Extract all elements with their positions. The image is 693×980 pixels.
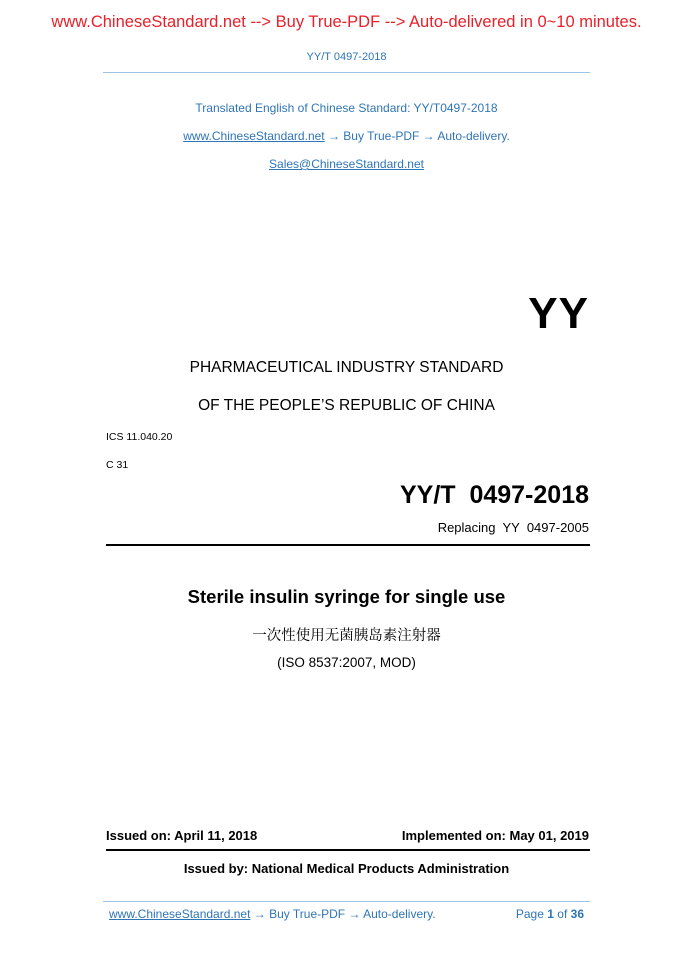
organization-line-2: OF THE PEOPLE’S REPUBLIC OF CHINA [198,397,495,414]
organization-line-1: PHARMACEUTICAL INDUSTRY STANDARD [189,359,504,376]
header-divider [103,72,590,73]
implemented-on-date: Implemented on: May 01, 2019 [401,828,589,843]
page-indicator [516,907,584,921]
page-number: 1 [547,907,554,921]
purchase-text: → Buy True-PDF → Auto-delivery. [324,129,510,143]
footer-divider [103,901,590,902]
replacing-standard: Replacing YY 0497-2005 [437,520,589,535]
ics-code: ICS 11.040.20 [106,431,173,443]
translation-notice: Translated English of Chinese Standard: YY/T0497-2018 [195,101,498,115]
title-divider [106,544,590,546]
page-label: Page [515,907,544,921]
document-title-english: Sterile insulin syringe for single use [187,586,506,607]
sales-email-link[interactable]: Sales@ChineseStandard.net [269,157,424,171]
issuing-authority: Issued by: National Medical Products Administration [183,861,510,876]
issued-on-date: Issued on: April 11, 2018 [106,828,258,843]
standard-number: YY/T 0497-2018 [399,481,589,509]
document-title-chinese: 一次性使用无菌胰岛素注射器 [252,628,441,644]
standard-type-logo: YY [528,289,589,338]
footer-purchase-line [109,907,436,921]
website-link[interactable]: www.ChineseStandard.net [183,129,325,143]
email-line [0,157,693,171]
header-standard-code: YY/T 0497-2018 [306,51,387,63]
purchase-line [0,129,693,143]
dates-divider [106,849,590,851]
ccs-code: C 31 [106,459,129,471]
iso-reference: (ISO 8537:2007, MOD) [277,655,416,670]
top-banner[interactable]: www.ChineseStandard.net --> Buy True-PDF --> Auto-delivered in 0~10 minutes. [51,13,642,31]
of-label: of [557,907,568,921]
total-pages: 36 [570,907,584,921]
footer-website-link[interactable]: www.ChineseStandard.net [109,907,251,921]
footer-purchase-text: → Buy True-PDF → Auto-delivery. [250,907,436,921]
